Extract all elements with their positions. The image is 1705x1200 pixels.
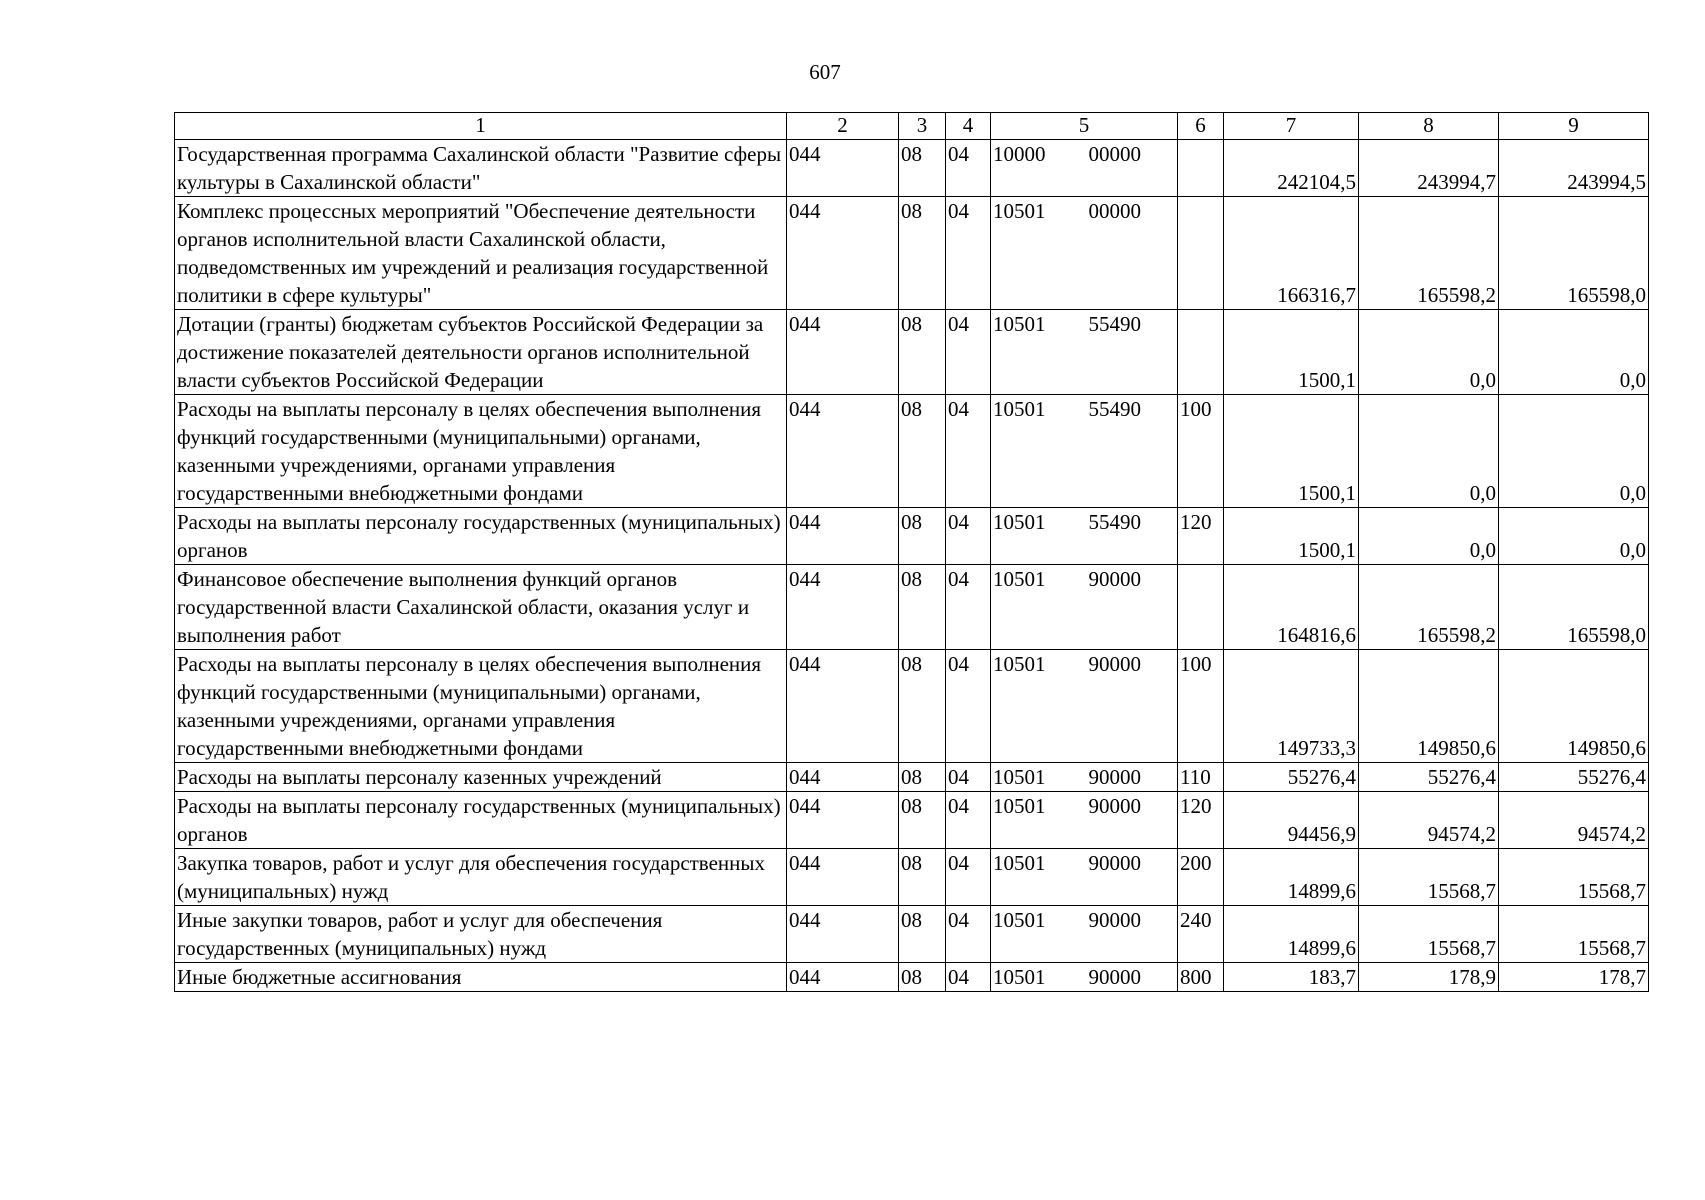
amount-col9: 0,0 — [1499, 310, 1649, 395]
amount-col8: 0,0 — [1359, 395, 1499, 508]
subsection-code: 04 — [946, 395, 991, 508]
row-name: Иные закупки товаров, работ и услуг для обеспечения государственных (муниципальных) нужд — [175, 906, 787, 963]
amount-col7: 1500,1 — [1224, 395, 1359, 508]
subsection-code: 04 — [946, 763, 991, 792]
target-article-code — [991, 963, 1178, 992]
admin-code: 044 — [787, 310, 899, 395]
table-row — [175, 906, 1649, 963]
row-name: Расходы на выплаты персоналу казенных учреждений — [175, 763, 787, 792]
expense-type-code — [1178, 565, 1224, 650]
expense-type-code: 800 — [1178, 963, 1224, 992]
subsection-code: 04 — [946, 140, 991, 197]
expense-type-code: 200 — [1178, 849, 1224, 906]
target-article-program: 10501 — [993, 908, 1046, 932]
amount-col7: 55276,4 — [1224, 763, 1359, 792]
target-article-program: 10501 — [993, 510, 1046, 534]
section-code: 08 — [899, 395, 946, 508]
amount-col7: 164816,6 — [1224, 565, 1359, 650]
amount-col9: 178,7 — [1499, 963, 1649, 992]
section-code: 08 — [899, 849, 946, 906]
amount-col8: 0,0 — [1359, 310, 1499, 395]
target-article-code — [991, 395, 1178, 508]
subsection-code: 04 — [946, 197, 991, 310]
target-article-code — [991, 310, 1178, 395]
row-name: Расходы на выплаты персоналу государственных (муниципальных) органов — [175, 508, 787, 565]
amount-col7: 1500,1 — [1224, 508, 1359, 565]
column-header: 8 — [1359, 113, 1499, 140]
admin-code: 044 — [787, 140, 899, 197]
target-article-direction: 90000 — [1088, 765, 1141, 789]
expense-type-code: 120 — [1178, 508, 1224, 565]
target-article-code — [991, 849, 1178, 906]
admin-code: 044 — [787, 565, 899, 650]
column-header: 7 — [1224, 113, 1359, 140]
target-article-program: 10501 — [993, 312, 1046, 336]
amount-col8: 243994,7 — [1359, 140, 1499, 197]
target-article-program: 10501 — [993, 567, 1046, 591]
table-row — [175, 395, 1649, 508]
expense-type-code — [1178, 310, 1224, 395]
subsection-code: 04 — [946, 792, 991, 849]
amount-col7: 183,7 — [1224, 963, 1359, 992]
target-article-code — [991, 906, 1178, 963]
admin-code: 044 — [787, 763, 899, 792]
column-header: 5 — [991, 113, 1178, 140]
header-row — [175, 113, 1649, 140]
admin-code: 044 — [787, 792, 899, 849]
row-name: Расходы на выплаты персоналу в целях обеспечения выполнения функций государственными (муниципальными) органами, казенными учреждениями, органами управления государственными внебюджетными фондами — [175, 395, 787, 508]
section-code: 08 — [899, 140, 946, 197]
target-article-program: 10000 — [993, 142, 1046, 166]
section-code: 08 — [899, 508, 946, 565]
row-name: Финансовое обеспечение выполнения функций органов государственной власти Сахалинской области, оказания услуг и выполнения работ — [175, 565, 787, 650]
expense-type-code: 110 — [1178, 763, 1224, 792]
target-article-program: 10501 — [993, 794, 1046, 818]
column-header: 2 — [787, 113, 899, 140]
target-article-direction: 90000 — [1088, 567, 1141, 591]
table-row — [175, 849, 1649, 906]
table-row — [175, 140, 1649, 197]
table-row — [175, 792, 1649, 849]
row-name: Расходы на выплаты персоналу в целях обеспечения выполнения функций государственными (муниципальными) органами, казенными учреждениями, органами управления государственными внебюджетными фондами — [175, 650, 787, 763]
column-header: 9 — [1499, 113, 1649, 140]
section-code: 08 — [899, 197, 946, 310]
target-article-code — [991, 650, 1178, 763]
target-article-direction: 55490 — [1088, 397, 1141, 421]
target-article-code — [991, 140, 1178, 197]
table-row — [175, 197, 1649, 310]
amount-col8: 165598,2 — [1359, 565, 1499, 650]
expense-type-code: 100 — [1178, 395, 1224, 508]
admin-code: 044 — [787, 963, 899, 992]
amount-col7: 14899,6 — [1224, 849, 1359, 906]
amount-col9: 243994,5 — [1499, 140, 1649, 197]
target-article-code — [991, 565, 1178, 650]
section-code: 08 — [899, 763, 946, 792]
target-article-program: 10501 — [993, 652, 1046, 676]
target-article-direction: 90000 — [1088, 908, 1141, 932]
amount-col8: 0,0 — [1359, 508, 1499, 565]
row-name: Закупка товаров, работ и услуг для обеспечения государственных (муниципальных) нужд — [175, 849, 787, 906]
table-row — [175, 763, 1649, 792]
column-header: 1 — [175, 113, 787, 140]
target-article-code — [991, 197, 1178, 310]
subsection-code: 04 — [946, 508, 991, 565]
admin-code: 044 — [787, 849, 899, 906]
subsection-code: 04 — [946, 849, 991, 906]
target-article-direction: 90000 — [1088, 652, 1141, 676]
target-article-direction: 55490 — [1088, 312, 1141, 336]
expense-type-code: 120 — [1178, 792, 1224, 849]
section-code: 08 — [899, 565, 946, 650]
target-article-program: 10501 — [993, 965, 1046, 989]
target-article-direction: 55490 — [1088, 510, 1141, 534]
expense-type-code: 100 — [1178, 650, 1224, 763]
target-article-direction: 90000 — [1088, 965, 1141, 989]
amount-col9: 165598,0 — [1499, 565, 1649, 650]
table-row — [175, 963, 1649, 992]
section-code: 08 — [899, 650, 946, 763]
target-article-code — [991, 763, 1178, 792]
target-article-direction: 00000 — [1088, 199, 1141, 223]
amount-col8: 15568,7 — [1359, 849, 1499, 906]
subsection-code: 04 — [946, 963, 991, 992]
section-code: 08 — [899, 310, 946, 395]
admin-code: 044 — [787, 508, 899, 565]
target-article-code — [991, 508, 1178, 565]
admin-code: 044 — [787, 395, 899, 508]
amount-col8: 55276,4 — [1359, 763, 1499, 792]
amount-col8: 94574,2 — [1359, 792, 1499, 849]
amount-col8: 15568,7 — [1359, 906, 1499, 963]
page-number: 607 — [809, 60, 841, 84]
table-row — [175, 650, 1649, 763]
target-article-direction: 00000 — [1088, 142, 1141, 166]
expense-type-code — [1178, 197, 1224, 310]
target-article-program: 10501 — [993, 851, 1046, 875]
amount-col7: 1500,1 — [1224, 310, 1359, 395]
section-code: 08 — [899, 792, 946, 849]
row-name: Дотации (гранты) бюджетам субъектов Российской Федерации за достижение показателей деятельности органов исполнительной власти субъектов Российской Федерации — [175, 310, 787, 395]
section-code: 08 — [899, 963, 946, 992]
expense-type-code: 240 — [1178, 906, 1224, 963]
expense-type-code — [1178, 140, 1224, 197]
amount-col8: 165598,2 — [1359, 197, 1499, 310]
amount-col9: 94574,2 — [1499, 792, 1649, 849]
amount-col7: 166316,7 — [1224, 197, 1359, 310]
subsection-code: 04 — [946, 650, 991, 763]
target-article-program: 10501 — [993, 199, 1046, 223]
target-article-direction: 90000 — [1088, 851, 1141, 875]
row-name: Комплекс процессных мероприятий "Обеспечение деятельности органов исполнительной власти Сахалинской области, подведомственных им учреждений и реализация государственной политики в сфере культуры" — [175, 197, 787, 310]
amount-col7: 14899,6 — [1224, 906, 1359, 963]
column-header: 6 — [1178, 113, 1224, 140]
subsection-code: 04 — [946, 906, 991, 963]
target-article-program: 10501 — [993, 397, 1046, 421]
amount-col7: 94456,9 — [1224, 792, 1359, 849]
amount-col7: 149733,3 — [1224, 650, 1359, 763]
amount-col9: 0,0 — [1499, 395, 1649, 508]
budget-table — [174, 112, 1649, 992]
amount-col9: 149850,6 — [1499, 650, 1649, 763]
column-header: 4 — [946, 113, 991, 140]
subsection-code: 04 — [946, 565, 991, 650]
table-body — [175, 113, 1649, 992]
section-code: 08 — [899, 906, 946, 963]
amount-col7: 242104,5 — [1224, 140, 1359, 197]
amount-col8: 178,9 — [1359, 963, 1499, 992]
admin-code: 044 — [787, 197, 899, 310]
table-row — [175, 508, 1649, 565]
table-row — [175, 565, 1649, 650]
admin-code: 044 — [787, 906, 899, 963]
admin-code: 044 — [787, 650, 899, 763]
amount-col9: 0,0 — [1499, 508, 1649, 565]
row-name: Государственная программа Сахалинской области "Развитие сферы культуры в Сахалинской области" — [175, 140, 787, 197]
amount-col9: 55276,4 — [1499, 763, 1649, 792]
amount-col9: 15568,7 — [1499, 906, 1649, 963]
subsection-code: 04 — [946, 310, 991, 395]
target-article-direction: 90000 — [1088, 794, 1141, 818]
row-name: Расходы на выплаты персоналу государственных (муниципальных) органов — [175, 792, 787, 849]
column-header: 3 — [899, 113, 946, 140]
amount-col9: 15568,7 — [1499, 849, 1649, 906]
row-name: Иные бюджетные ассигнования — [175, 963, 787, 992]
target-article-code — [991, 792, 1178, 849]
amount-col9: 165598,0 — [1499, 197, 1649, 310]
amount-col8: 149850,6 — [1359, 650, 1499, 763]
table-row — [175, 310, 1649, 395]
target-article-program: 10501 — [993, 765, 1046, 789]
